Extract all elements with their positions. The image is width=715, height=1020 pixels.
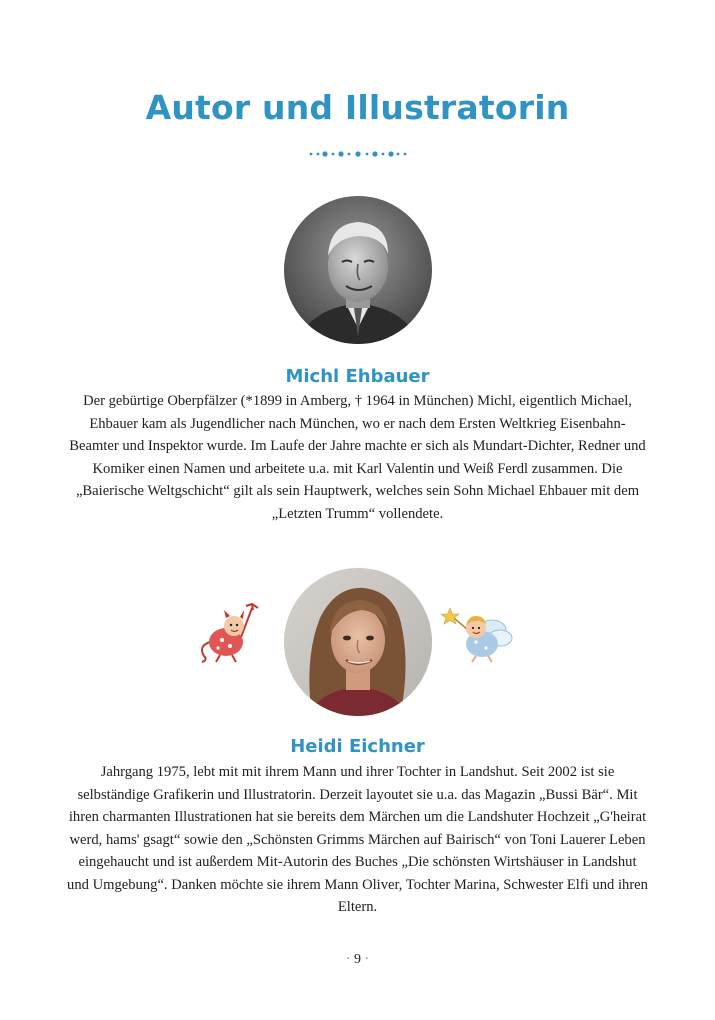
illustrator-name: Heidi Eichner bbox=[290, 736, 425, 757]
angel-illustration bbox=[440, 600, 520, 664]
author-bio: Der gebürtige Oberpfälzer (*1899 in Amberg, † 1964 in München) Michl, eigentlich Michael, Ehbauer kam als Jugendlicher nach München, wo er nach dem Ersten Weltkrieg Eisenbahn-Beamter und Inspektor wurde. Im Laufe der Jahre machte er sich als Mundart-Dichter, Redner und Komiker einen Namen und arbeitete u.a. mit Karl Valentin und Weiß Ferdl zusammen. Die „Baierische Weltgschicht“ gilt als sein Hauptwerk, welches sein Sohn Michael Ehbauer mit dem „Letzten Trumm“ vollendete. bbox=[69, 393, 646, 522]
page-number-dot-left: · bbox=[345, 952, 351, 967]
illustrator-portrait bbox=[284, 568, 432, 716]
author-portrait bbox=[284, 196, 432, 344]
page-number-value: 9 bbox=[354, 952, 361, 967]
illustrator-photo-image bbox=[284, 568, 432, 716]
page-number bbox=[0, 952, 715, 968]
page-title: Autor und Illustratorin bbox=[145, 88, 570, 127]
devil-illustration bbox=[196, 600, 266, 664]
page-number-dot-right: · bbox=[364, 952, 370, 967]
author-name: Michl Ehbauer bbox=[285, 366, 430, 387]
dotted-ornament bbox=[308, 147, 408, 161]
author-photo-image bbox=[284, 196, 432, 344]
illustrator-bio: Jahrgang 1975, lebt mit mit ihrem Mann und ihrer Tochter in Landshut. Seit 2002 ist sie selbständige Grafikerin und Illustratorin. Derzeit layoutet sie u.a. das Magazin „Bussi Bär“. Mit ihren charmanten Illustrationen hat sie bereits dem Märchen um die Landshuter Hochzeit „G'heirat werd, hams' gsagt“ sowie den „Schönsten Grimms Märchen auf Bairisch“ von Toni Lauerer Leben eingehaucht und ist außerdem Mit-Autorin des Buches „Die schönsten Wirtshäuser in Landshut und Umgebung“. Danken möchte sie ihrem Mann Oliver, Tochter Marina, Schwester Elfi und ihren Eltern. bbox=[67, 764, 648, 915]
